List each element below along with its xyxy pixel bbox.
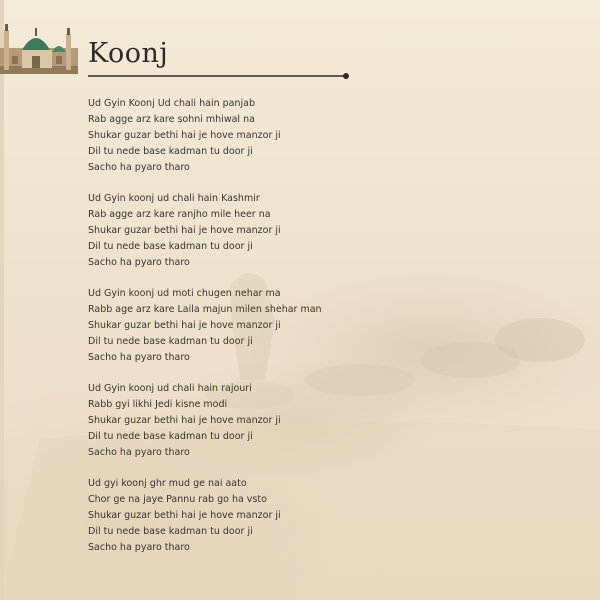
stanza-5	[88, 476, 388, 556]
poem-line: Shukar guzar bethi hai je hove manzor ji	[88, 130, 281, 141]
page-title: Koonj	[88, 38, 169, 69]
poem-line: Ud Gyin koonj ud chali hain rajouri	[88, 383, 252, 394]
poem-line: Rab agge arz kare sohni mhiwal na	[88, 114, 255, 125]
poem-line: Dil tu nede base kadman tu door ji	[88, 526, 253, 537]
stanza-1	[88, 96, 388, 176]
poem-line: Rabb age arz kare Laila majun milen shehar man	[88, 304, 322, 315]
poem-line: Dil tu nede base kadman tu door ji	[88, 146, 253, 157]
poem-line: Shukar guzar bethi hai je hove manzor ji	[88, 415, 281, 426]
poem-line: Ud Gyin koonj ud chali hain Kashmir	[88, 193, 260, 204]
poem-line: Rab agge arz kare ranjho mile heer na	[88, 209, 271, 220]
stanza-3	[88, 286, 388, 366]
poem-body	[88, 96, 388, 571]
poem-line: Ud Gyin koonj ud moti chugen nehar ma	[88, 288, 281, 299]
poem-line: Rabb gyi likhi Jedi kisne modi	[88, 399, 228, 410]
poem-line: Sacho ha pyaro tharo	[88, 447, 190, 458]
poem-line: Dil tu nede base kadman tu door ji	[88, 431, 253, 442]
poem-line: Sacho ha pyaro tharo	[88, 542, 190, 553]
poem-line: Ud gyi koonj ghr mud ge nai aato	[88, 478, 247, 489]
stanza-4	[88, 381, 388, 461]
poem-line: Shukar guzar bethi hai je hove manzor ji	[88, 510, 281, 521]
poem-line: Dil tu nede base kadman tu door ji	[88, 336, 253, 347]
poem-line: Ud Gyin Koonj Ud chali hain panjab	[88, 98, 255, 109]
poem-line: Shukar guzar bethi hai je hove manzor ji	[88, 225, 281, 236]
poem-line: Chor ge na jaye Pannu rab go ha vsto	[88, 494, 267, 505]
poem-line: Shukar guzar bethi hai je hove manzor ji	[88, 320, 281, 331]
poem-line: Sacho ha pyaro tharo	[88, 257, 190, 268]
poem-line: Sacho ha pyaro tharo	[88, 352, 190, 363]
poem-line: Sacho ha pyaro tharo	[88, 162, 190, 173]
stanza-2	[88, 191, 388, 271]
title-underline	[88, 72, 353, 80]
mosque-illustration	[0, 20, 80, 76]
poem-line: Dil tu nede base kadman tu door ji	[88, 241, 253, 252]
